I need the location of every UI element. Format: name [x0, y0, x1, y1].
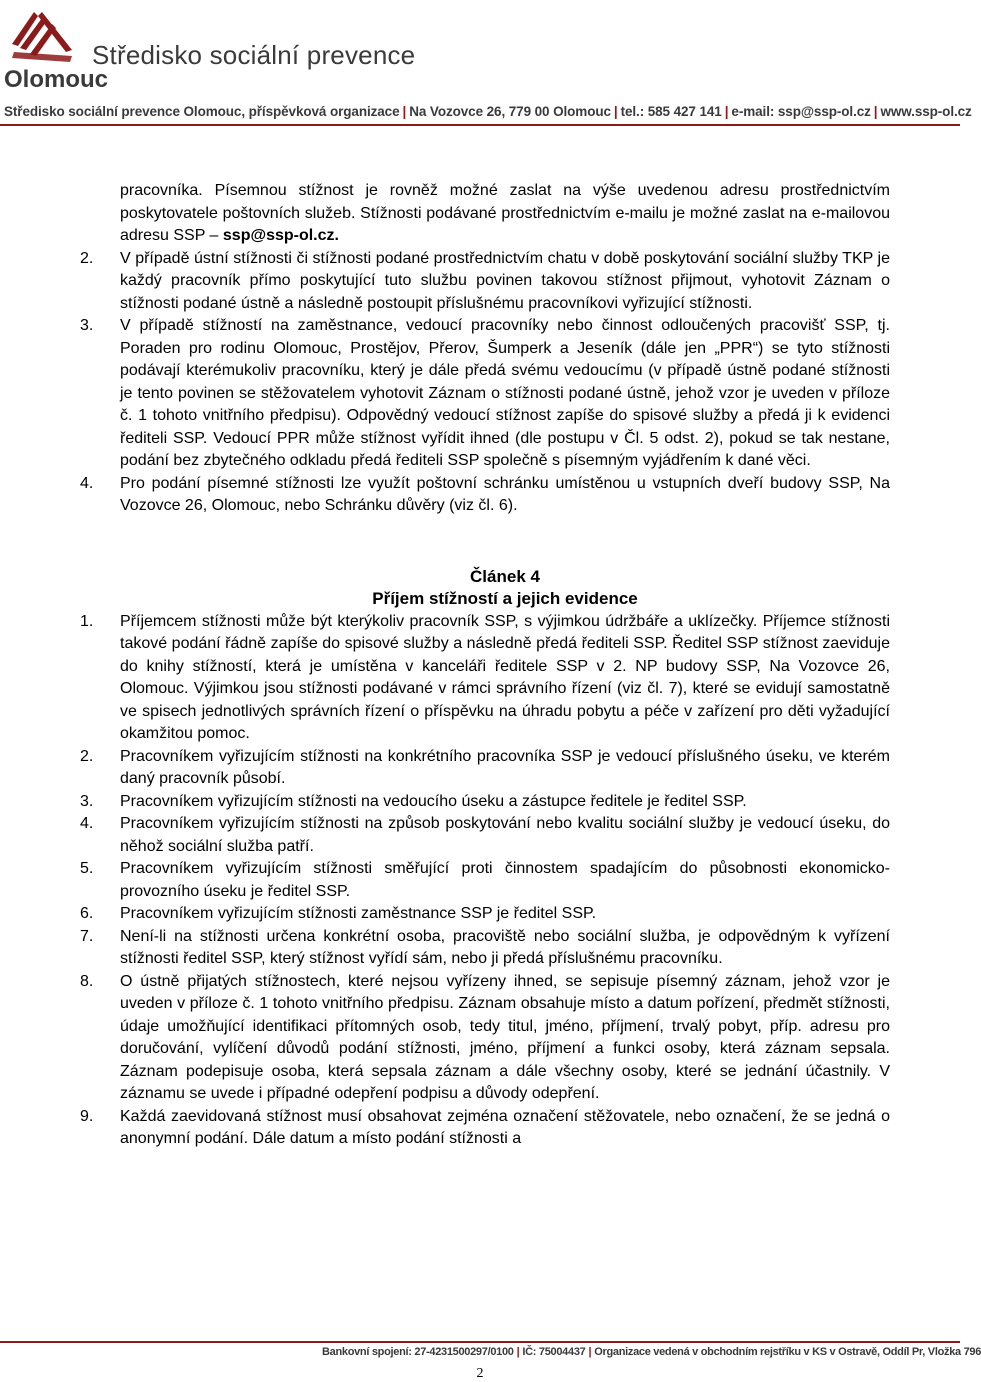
item-text: Pro podání písemné stížnosti lze využít poštovní schránku umístěnou u vstupních dveří budovy SSP, Na Vozovce 26, Olomouc, nebo Schránku důvěry (viz čl. 6). [120, 474, 890, 514]
ssp-house-logo-icon [8, 8, 80, 72]
list-item [80, 858, 890, 903]
list-item [80, 926, 890, 971]
item-text: O ústně přijatých stížnostech, které nejsou vyřízeny ihned, se sepisuje písemný záznam, jehož vzor je uveden v příloze č. 1 tohoto vnitřního předpisu. Záznam obsahuje místo a datum pořízení, předmět stížnosti, údaje umožňující identifikaci přítomných osob, tedy titul, jméno, příjmení, trvalý pobyt, příp. adresu pro doručování, vylíčení důvodů podání stížnosti, jméno, příjmení a funkci osoby, která záznam sepsala. Záznam podepisuje osoba, která sepsala záznam a dále všechny osoby, které se jednání účastnily. V záznamu se uvede i případné odepření podpisu a důvody odepření. [120, 972, 890, 1102]
list-item [80, 473, 890, 518]
item-text: Pracovníkem vyřizujícím stížnosti směřující proti činnostem spadajícím do působnosti ekonomicko-provozního úseku je ředitel SSP. [120, 860, 890, 900]
list-item [80, 903, 890, 926]
item-number: 2. [80, 249, 94, 267]
item-text: Každá zaevidovaná stížnost musí obsahovat zejména označení stěžovatele, nebo označení, že se jedná o anonymní podání. Dále datum a místo podání stížnosti a [120, 1107, 890, 1147]
item-number: 9. [80, 1107, 94, 1125]
organization-name: Středisko sociální prevence [92, 40, 416, 70]
item-number: 4. [80, 474, 94, 492]
list-item [80, 1106, 890, 1151]
item-number: 3. [80, 317, 94, 334]
list-item [80, 813, 890, 858]
item-text: V případě ústní stížnosti či stížnosti podané prostřednictvím chatu v době poskytování sociální služby TKP je každý pracovník přímo poskytující tuto službu povinen takovou stížnost přijmout, vyhotovit Záznam o stížnosti podané ústně a následně postoupit příslušnému pracovníkovi vyřizující stížnosti. [120, 249, 890, 312]
intro-email: ssp@ssp-ol.cz. [222, 227, 339, 244]
item-text: Příjemcem stížnosti může být kterýkoliv pracovník SSP, s výjimkou údržbáře a uklízečky. Příjemce stížnosti takové podání řádně zapíše do spisové služby a následně předá řediteli SSP. Ředitel SSP stížnost zaeviduje do knihy stížností, která je umístěna v kanceláři ředitele SSP v 2. NP budovy SSP, Na Vozovce 26, Olomouc. Výjimkou jsou stížnosti podávané v rámci správního řízení (viz čl. 7), které se evidují samostatně ve spisech jednotlivých správních řízení o příspěvku na úhradu pobytu a péče v zařízení pro děti vyžadující okamžitou pomoc. [120, 612, 890, 742]
item-number: 1. [80, 612, 94, 630]
list-item [80, 315, 890, 473]
item-number: 6. [80, 905, 94, 922]
article-title: Článek 4 [470, 566, 540, 586]
item-text: Není-li na stížnosti určena konkrétní osoba, pracoviště nebo sociální služba, je odpovědným k vyřízení stížnosti ředitel SSP, který stížnost vyřídí sám, nebo ji předá příslušnému pracovníku. [120, 927, 890, 967]
item-text: Pracovníkem vyřizujícím stížnosti na konkrétního pracovníka SSP je vedoucí příslušného úseku, ve kterém daný pracovník působí. [120, 747, 890, 787]
item-text: Pracovníkem vyřizujícím stížnosti zaměstnance SSP je ředitel SSP. [120, 905, 597, 922]
footer-bank: Bankovní spojení: 27-4231500297/0100 [322, 1346, 514, 1358]
contact-web: www.ssp-ol.cz [880, 104, 972, 119]
footer-register: Organizace vedená v obchodním rejstříku v KS v Ostravě, Oddíl Pr, Vložka 796 [594, 1346, 981, 1358]
item-number: 2. [80, 747, 94, 765]
intro-text: pracovníka. Písemnou stížnost je rovněž možné zaslat na výše uvedenou adresu prostřednictvím poskytovatele poštovních služeb. Stížnosti podávané prostřednictvím e-mailu je možné zaslat na e-mailovou adresu SSP – [120, 182, 890, 244]
spacer [120, 518, 890, 566]
item-text: Pracovníkem vyřizujícím stížnosti na způsob poskytování nebo kvalitu sociální služby je vedoucí úseku, do něhož sociální služba patří. [120, 815, 890, 855]
list-item [80, 791, 890, 814]
item-number: 5. [80, 860, 94, 877]
intro-paragraph [120, 180, 890, 248]
page-number: 2 [476, 1366, 484, 1381]
list-item [80, 611, 890, 746]
header-divider [0, 124, 960, 126]
item-number: 8. [80, 972, 94, 990]
list-item [80, 971, 890, 1106]
article-subtitle: Příjem stížností a jejich evidence [372, 589, 638, 608]
item-text: Pracovníkem vyřizujícím stížnosti na vedoucího úseku a zástupce ředitele je ředitel SSP. [120, 792, 747, 810]
document-body [80, 180, 890, 1151]
footer-line: Bankovní spojení: 27-4231500297/0100 | IČ: 75004437 | Organizace vedená v obchodním rejstříku v KS v Ostravě, Oddíl Pr, Vložka 796 [322, 1346, 981, 1358]
list-item [80, 248, 890, 316]
contact-email: e-mail: ssp@ssp-ol.cz [731, 104, 871, 119]
item-number: 4. [80, 815, 94, 832]
footer-divider [0, 1341, 960, 1343]
organization-city: Olomouc [4, 66, 109, 93]
list-item [80, 746, 890, 791]
contact-org: Středisko sociální prevence Olomouc, příspěvková organizace [4, 104, 400, 119]
item-number: 7. [80, 927, 94, 945]
letterhead [0, 0, 972, 126]
contact-line: Středisko sociální prevence Olomouc, příspěvková organizace | Na Vozovce 26, 779 00 Olomouc | tel.: 585 427 141 | e-mail: ssp@ssp-ol.cz | www.ssp-ol.cz [4, 104, 972, 119]
footer-ico: IČ: 75004437 [522, 1346, 586, 1358]
item-number: 3. [80, 792, 94, 810]
contact-phone: tel.: 585 427 141 [620, 104, 722, 119]
contact-address: Na Vozovce 26, 779 00 Olomouc [409, 104, 611, 119]
item-text: V případě stížností na zaměstnance, vedoucí pracovníky nebo činnost odloučených pracovišť SSP, tj. Poraden pro rodinu Olomouc, Prostějov, Přerov, Šumperk a Jeseník (dále jen „PPR“) se tyto stížnosti podávají kterémukoliv pracovníku, který je dále předá svému vedoucímu (v případě ústně podané stížnosti je tento povinen se stěžovatelem vyhotovit Záznam o stížnosti podané ústně, jehož vzor je uveden v příloze č. 1 tohoto vnitřního předpisu). Odpovědný vedoucí stížnost zapíše do spisové služby a předá ji k evidenci řediteli SSP. Vedoucí PPR může stížnost vyřídit ihned (dle postupu v Čl. 5 odst. 2), pokud se tak nestane, podání bez zbytečného odkladu předá řediteli SSP společně s písemným vyjádřením k dané věci. [120, 317, 890, 469]
